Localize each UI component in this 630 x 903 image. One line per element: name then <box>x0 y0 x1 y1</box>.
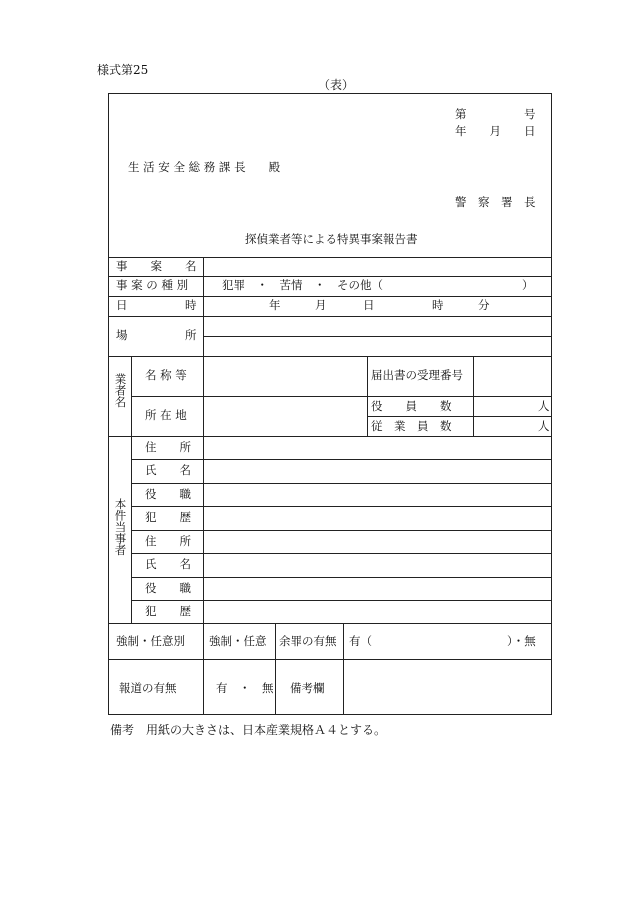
receipt-number-label: 届出書の受理番号 <box>371 368 463 382</box>
report-form <box>108 93 552 715</box>
date-label: 年 月 日 <box>455 124 536 138</box>
addressee: 生 活 安 全 総 務 課 長 殿 <box>128 160 281 174</box>
rule-bottom-divider-a <box>203 623 204 715</box>
number-label: 第 号 <box>455 107 536 121</box>
parties-group-label: 本件当事者 <box>113 498 128 556</box>
party-item-address-2: 住 所 <box>145 534 191 548</box>
datetime-unit-day: 日 <box>363 298 375 312</box>
rule-datetime-top <box>109 296 551 297</box>
employees-unit: 人 <box>538 419 550 433</box>
rule-business-mid <box>131 396 551 397</box>
rule-party-1 <box>131 459 551 460</box>
rule-parties-top <box>109 436 551 437</box>
datetime-label: 日 時 <box>116 298 197 312</box>
officers-unit: 人 <box>538 399 550 413</box>
compulsory-label: 強制・任意別 <box>116 634 185 648</box>
form-number: 様式第25 <box>97 63 149 77</box>
compulsory-value: 強制・任意 <box>209 634 267 648</box>
other-crime-label: 余罪の有無 <box>279 634 337 648</box>
rule-party-3 <box>131 506 551 507</box>
party-item-address-1: 住 所 <box>145 440 191 454</box>
rule-case-name-top <box>109 257 551 258</box>
place-label: 場 所 <box>116 328 197 342</box>
rule-party-2 <box>131 483 551 484</box>
rule-place-top <box>109 316 551 317</box>
party-item-record-1: 犯 歴 <box>145 510 191 524</box>
datetime-unit-month: 月 <box>315 298 327 312</box>
rule-place-mid <box>203 336 551 337</box>
footnote: 備考 用紙の大きさは、日本産業規格Ａ４とする。 <box>110 723 387 737</box>
rule-label-divider-lower <box>203 356 204 623</box>
report-value: 有 ・ 無 <box>216 681 274 695</box>
remarks-label: 備考欄 <box>290 681 325 695</box>
party-item-record-2: 犯 歴 <box>145 604 191 618</box>
rule-bottom-divider-b <box>275 623 276 715</box>
business-group-label: 業者名 <box>113 373 128 408</box>
rule-officers-employees <box>367 416 551 417</box>
case-type-close: ） <box>522 278 534 292</box>
rule-party-6 <box>131 577 551 578</box>
other-crime-value-open: 有（ <box>349 634 372 648</box>
rule-group-divider <box>131 356 132 623</box>
rule-party-4 <box>131 530 551 531</box>
rule-label-divider-upper <box>203 257 204 356</box>
party-item-name-1: 氏 名 <box>145 463 191 477</box>
datetime-unit-year: 年 <box>269 298 281 312</box>
side-label: （表） <box>318 78 355 92</box>
report-title: 探偵業者等による特異事案報告書 <box>245 232 418 246</box>
datetime-unit-minute: 分 <box>478 298 490 312</box>
rule-case-type-top <box>109 276 551 277</box>
case-type-label: 事 案 の 種 別 <box>116 278 189 292</box>
sender: 警 察 署 長 <box>455 195 536 209</box>
party-item-position-1: 役 職 <box>145 487 191 501</box>
rule-bottom-divider-c <box>343 623 344 715</box>
rule-business-divider-a <box>367 356 368 436</box>
business-name-label: 名 称 等 <box>145 368 187 382</box>
business-address-label: 所 在 地 <box>145 408 187 422</box>
report-label: 報道の有無 <box>119 681 177 695</box>
case-name-label: 事 案 名 <box>116 259 197 273</box>
rule-compulsory-top <box>109 623 551 624</box>
rule-report-top <box>109 659 551 660</box>
rule-party-5 <box>131 553 551 554</box>
party-item-name-2: 氏 名 <box>145 557 191 571</box>
officers-label: 役 員 数 <box>371 399 452 413</box>
other-crime-value-close: ）・無 <box>507 634 536 648</box>
employees-label: 従 業 員 数 <box>371 419 452 433</box>
party-item-position-2: 役 職 <box>145 581 191 595</box>
rule-business-divider-b <box>473 356 474 436</box>
datetime-unit-hour: 時 <box>432 298 444 312</box>
case-type-options: 犯罪 ・ 苦情 ・ その他（ <box>222 278 383 292</box>
rule-business-top <box>109 356 551 357</box>
rule-party-7 <box>131 600 551 601</box>
